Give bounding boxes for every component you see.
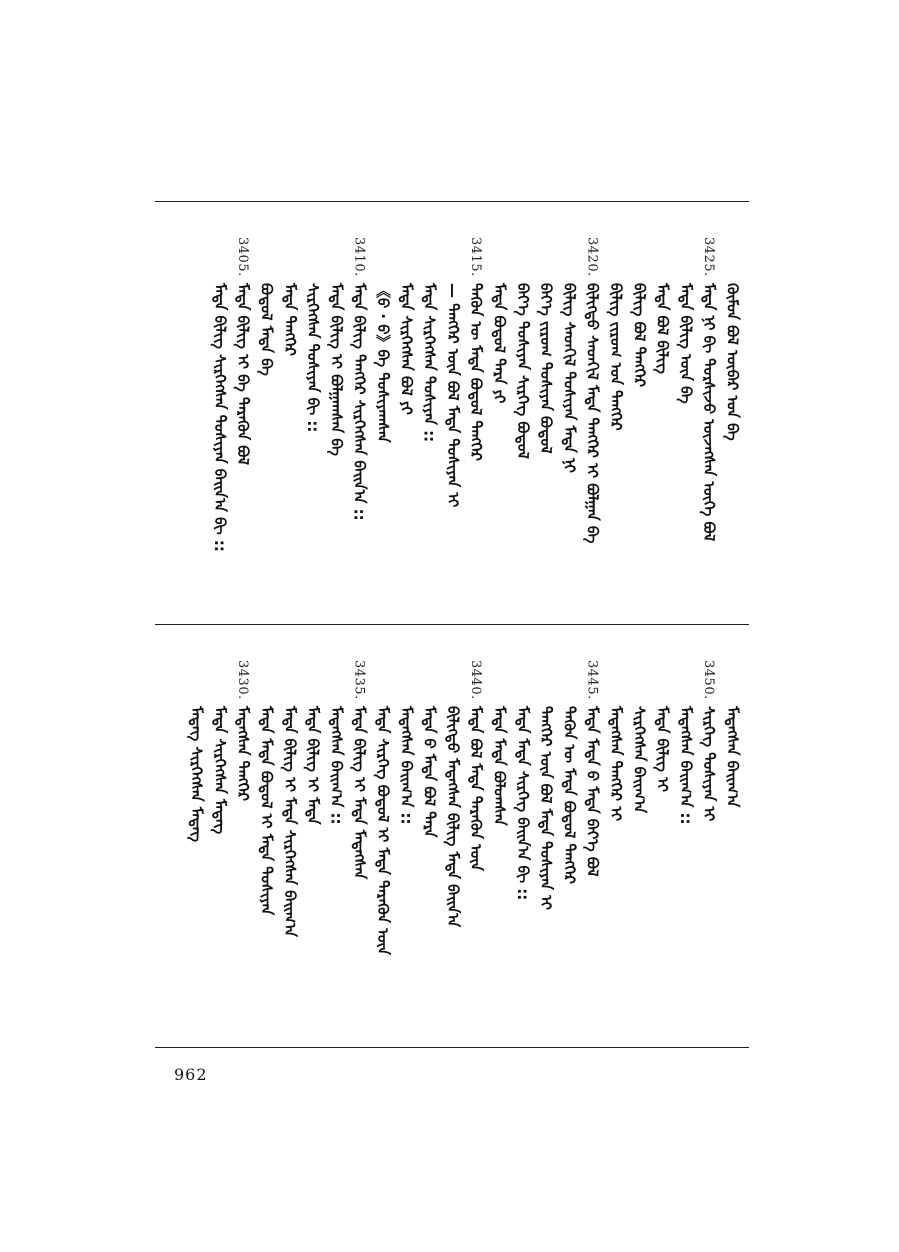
verse-line: ᠪᠣᠳᠤᠯ ᠮᠡᠳᠡ ᠪᠠ [257,283,276,376]
text-column [277,237,301,577]
line-number: 3415. [468,237,484,277]
verse-line: 《ᠪ · ᠪ》ᠪᠠ ᠲᠤᠰᠢᠶᠠᠭᠰᠠᠨ [374,283,392,443]
verse-line: ᠪᠢᠯᠢᠭᠲᠦ ᠮᠡᠳᠡᠭᠰᠡᠨ ᠪᠢᠯᠢᠭ ᠮᠡᠳᠡ ᠪᠠᠢ᠌ᠨ᠎ᠠ [443,706,462,928]
line-number: 3420. [584,237,600,277]
verse-line: ᠪᠢᠯᠢᠭ ᠰᠡᠳᠬᠢᠯ ᠲᠤᠰᠢᠶᠠᠨ ᠮᠡᠳᠡ ᠨᠢ [560,283,579,473]
verse-line: ᠮᠡᠳᠡ ᠪᠢᠯᠢᠭ ᠢ ᠪᠠ ᠲᠡᠷᠡᠭᠦᠨ ᠪᠣᠯ [234,283,253,465]
verse-line: ᠮᠡᠳᠡ ᠪᠢᠯᠢᠭ ᠰᠢᠷᠭᠡᠭᠰᠡᠨ ᠲᠤᠰᠢᠶᠠᠨ ᠪᠠᠢ᠌ᠨ᠎ᠠ ᠪᠢ :: [210,283,229,552]
verse-line: ᠮᠡᠳᠡ ᠰᠢᠷᠭᠡᠭ ᠪᠣᠳᠤᠯ ᠢ ᠮᠡᠳᠡ ᠲᠡᠷᠡᠭᠦᠨ ᠦᠨ [374,706,392,956]
text-column [650,237,674,577]
lower-text-panel [155,660,749,1000]
verse-line: — ᠲᠡᠩᠭᠡᠷ ᠦᠨ ᠪᠣᠯ ᠮᠡᠳᠡ ᠲᠤᠰᠢᠶᠠᠨ ᠢ [443,283,462,508]
verse-line: ᠪᠢᠯᠢᠭᠲᠦ ᠰᠡᠳᠬᠢᠯ ᠮᠡᠳᠡ ᠲᠡᠩᠭᠡᠷ ᠢ ᠪᠣᠯᠭᠠᠨ ᠪᠠ [583,283,602,544]
line-number: 3430. [235,660,251,700]
text-column [371,237,395,577]
text-column [487,237,511,577]
text-column [207,660,231,1000]
verse-line: ᠮᠡᠳᠡᠭᠰᠡᠨ ᠪᠠᠢ᠌ᠭ᠎ᠠ [723,706,742,808]
text-column [650,660,674,1000]
text-column [277,660,301,1000]
verse-line: ᠲᠡᠩᠭᠡᠷ ᠦᠨ ᠪᠣᠯ ᠮᠡᠳᠡ ᠲᠤᠰᠢᠶᠠᠨ ᠢ [537,706,556,911]
text-column [440,237,464,577]
rule-middle [155,624,749,625]
verse-line: ᠮᠡᠳᠡ ᠪᠣᠯ ᠪᠢᠯᠢᠭ [653,283,672,374]
text-column [301,660,325,1000]
verse-line: ᠮᠡᠳᠡ ᠪᠢᠯᠢᠭ ᠢ ᠮᠡᠳᠡ ᠰᠢᠷᠭᠡᠭᠰᠡᠨ ᠪᠠᠢ᠌ᠭ᠎ᠠ [280,706,299,937]
verse-line: ᠮᠡᠳᠡᠭ ᠰᠢᠷᠭᠡᠭᠰᠡᠨ ᠮᠡᠳᠡᠭ [187,706,206,843]
text-column [394,660,418,1000]
text-column [720,237,744,577]
verse-line: ᠮᠡᠳᠡᠭᠰᠡᠨ ᠲᠡᠩᠭᠡᠷ ᠢ [607,706,625,822]
text-column [557,237,581,577]
text-column [324,660,348,1000]
text-column [371,660,395,1000]
verse-line: ᠮᠡᠳᠡ ᠪ ᠮᠡᠳᠡ ᠪᠣᠯ ᠲᠡᠷᠡ [420,706,439,838]
verse-line: ᠮᠡᠳᠡ ᠮᠡᠳᠡ ᠰᠢᠷᠭᠡᠭ ᠪᠠᠢ᠌ᠨ᠎ᠠ ᠪᠢ :: [513,706,532,901]
verse-line: ᠪᠢᠯᠢᠭ ᠵᠢᠷᠤᠭ ᠤᠨ ᠲᠡᠩᠭᠡᠷ [607,283,625,431]
verse-line: ᠪᠢᠯᠢᠭ ᠪᠣᠯ ᠲᠡᠩᠭᠡᠷ [630,283,649,388]
text-column [464,660,488,1000]
verse-line: ᠮᠡᠳᠡᠭᠰᠡᠨ ᠪᠠᠢ᠌ᠭ᠎ᠠ :: [676,706,695,825]
text-column [207,237,231,577]
text-column [417,660,441,1000]
verse-line: ᠮᠡᠳᠡ ᠪᠣᠳᠤᠯ ᠲᠡᠷᠡ ᠶᠢ [490,283,509,404]
line-number: 3410. [351,237,367,277]
verse-line: ᠮᠡᠳᠡ ᠮᠡᠳᠡ ᠪᠣᠳᠤᠯ ᠢ ᠮᠡᠳᠡ ᠲᠤᠰᠢᠶᠠᠨ [257,706,276,916]
line-number: 3445. [584,660,600,700]
verse-line: ᠰᠢᠷᠭᠡᠭᠰᠡᠨ ᠲᠤᠰᠢᠶᠠᠨ ᠪᠢ :: [304,283,323,433]
text-column [580,660,604,1000]
text-column [697,660,721,1000]
text-column [720,660,744,1000]
text-column [417,237,441,577]
verse-line: ᠮᠡᠳᠡ ᠲᠡᠩᠭᠡᠷ [280,283,299,356]
text-column [580,237,604,577]
rule-top [155,201,749,202]
verse-line: ᠮᠡᠳᠡ ᠪᠣᠯ ᠮᠡᠳᠡ ᠲᠡᠷᠡᠭᠦᠨ ᠦᠨ [467,706,486,871]
text-column [254,237,278,577]
text-column [604,660,628,1000]
line-number: 3425. [701,237,717,277]
text-column [464,237,488,577]
verse-line: ᠮᠡᠳᠡ ᠪᠢᠯᠢᠭ ᠢ ᠮᠡᠳᠡ [304,706,323,825]
text-column [440,660,464,1000]
text-column [697,237,721,577]
verse-line: ᠮᠡᠳᠡ ᠮᠡᠳᠡ ᠪᠣᠯᠤᠭᠰᠠᠨ [490,706,509,826]
verse-line: ᠮᠡᠳᠡ ᠰᠢᠷᠭᠡᠭᠰᠡᠨ ᠪᠣᠯ ᠶᠢ [397,283,416,415]
text-column [347,660,371,1000]
text-column [184,660,208,1000]
verse-line: ᠮᠡᠳᠡ ᠰᠢᠷᠭᠡᠭᠰᠡᠨ ᠲᠤᠰᠢᠶᠠᠨ :: [420,283,439,443]
line-number: 3405. [235,237,251,277]
verse-line: ᠰᠢᠷᠭᠡᠭᠰᠡᠨ ᠪᠠᠢ᠌ᠭ᠎ᠠ [630,706,649,814]
verse-line: ᠮᠡᠳᠡ ᠪᠢᠯᠢᠭ ᠲᠡᠩᠭᠡᠷ ᠰᠢᠷᠭᠡᠭᠰᠡᠨ ᠪᠠᠢ᠌ᠨ᠎ᠠ :: [350,283,369,521]
text-column [534,660,558,1000]
text-column [510,237,534,577]
verse-line: ᠲᠡᠭᠦᠨ ᠦ ᠮᠡᠳᠡ ᠪᠣᠳᠤᠯ ᠲᠡᠩᠭᠡᠷ [467,283,486,461]
text-column [324,237,348,577]
text-column [231,237,255,577]
verse-line: ᠪᠡᠶ᠎ᠡ ᠲᠤᠰᠢᠶᠠᠨ ᠰᠢᠷᠭᠡᠭ ᠪᠣᠳᠤᠯ [513,283,532,459]
rule-bottom [155,1047,749,1048]
text-column [627,237,651,577]
verse-line: ᠮᠡᠳᠡ ᠮᠡᠳᠡ ᠪ ᠮᠡᠳᠡ ᠪᠡᠶ᠎ᠡ ᠪᠣᠯ [583,706,602,877]
page-number: 962 [174,1065,208,1084]
line-number: 3435. [351,660,367,700]
verse-line: ᠮᠡᠳᠡ ᠪᠢᠯᠢᠭ ᠢ [653,706,672,793]
text-column [510,660,534,1000]
text-column [347,237,371,577]
text-column [627,660,651,1000]
verse-line: ᠪᠡᠶ᠎ᠡ ᠵᠢᠷᠤᠭ ᠲᠤᠰᠢᠶᠠᠨ ᠪᠣᠳᠤᠯ [537,283,556,454]
verse-line: ᠮᠡᠳᠡ ᠰᠢᠷᠭᠡᠭᠰᠡᠨ ᠮᠡᠳᠡᠭ [210,706,229,835]
text-column [394,237,418,577]
verse-line: ᠮᠡᠳᠡ ᠪᠢᠯᠢᠭ ᠦᠨ ᠪᠠ [676,283,695,404]
text-column [254,660,278,1000]
verse-line: ᠬᠦᠮᠦᠨ ᠪᠣᠯ ᠥᠪᠡᠷ ᠤᠨ ᠪᠠ [723,283,742,441]
verse-line: ᠲᠡᠭᠦᠨ ᠦ ᠮᠡᠳᠡ ᠪᠣᠳᠤᠯ ᠲᠡᠩᠭᠡᠷ [560,706,579,884]
verse-line: ᠮᠡᠳᠡᠭᠰᠡᠨ ᠲᠡᠩᠭᠡᠷ [234,706,253,802]
verse-line: ᠮᠡᠳᠡ ᠪᠢᠯᠢᠭ ᠢ ᠪᠣᠯᠭᠠᠭᠰᠠᠨ ᠪᠠ [327,283,346,456]
verse-line: ᠮᠡᠳᠡ ᠨᠢ ᠪᠢ ᠲᠤᠷᠰᠢᠵᠤ ᠦᠵᠡᠭᠰᠡᠨ ᠦᠭᠡ ᠪᠣᠯ [700,283,719,542]
verse-line: ᠰᠢᠷᠭᠡᠭ ᠲᠤᠰᠢᠶᠠᠨ ᠢ [700,706,719,822]
line-number: 3450. [701,660,717,700]
verse-line: ᠮᠡᠳᠡ ᠪᠢᠯᠢᠭ ᠢ ᠮᠡᠳᠡ ᠮᠡᠳᠡᠭᠰᠡᠨ [350,706,369,880]
verse-line: ᠮᠡᠳᠡᠭᠰᠡᠨ ᠪᠠᠢ᠌ᠭ᠎ᠠ :: [327,706,346,825]
text-column [231,660,255,1000]
text-column [487,660,511,1000]
upper-text-panel [155,237,749,577]
text-column [673,237,697,577]
text-column [534,237,558,577]
text-column [673,660,697,1000]
text-column [301,237,325,577]
line-number: 3440. [468,660,484,700]
verse-line: ᠮᠡᠳᠡᠭᠰᠡᠨ ᠪᠠᠢ᠌ᠭ᠎ᠠ :: [397,706,416,825]
text-column [557,660,581,1000]
text-column [604,237,628,577]
